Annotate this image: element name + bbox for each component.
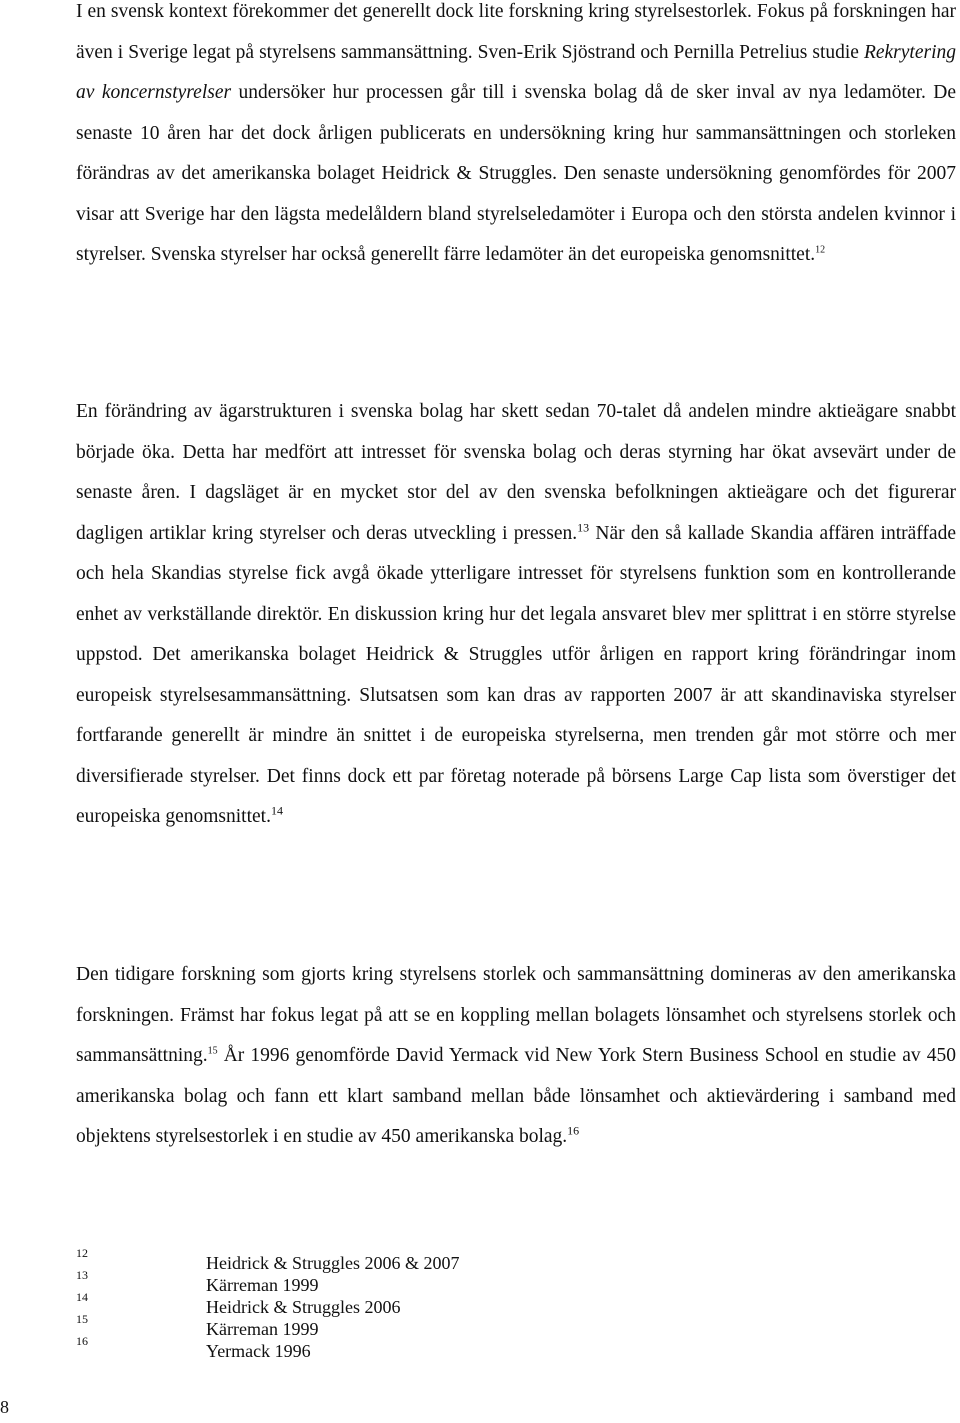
footnote-separator: [76, 1228, 276, 1229]
footnote-number: 12: [76, 1246, 88, 1260]
footnote-reference: 14: [270, 803, 283, 818]
paragraph-text: En förändring av ägarstrukturen i svenska bolag har skett sedan 70-talet då andelen mindre aktieägare snabbt började öka. Detta har medfört att intresset för svenska bolag och deras styrning har ökat avsevärt under de senaste åren. I dagsläget är en mycket stor del av den svenska befolkningen aktieägare och det figurerar dagligen artiklar kring styrelser och deras utveckling i pressen.: [76, 401, 956, 544]
paragraph-text: År 1996 genomförde David Yermack vid New York Stern Business School en studie av 450 amerikanska bolag och fann ett klart samband mellan både lönsamhet och aktievärdering i samband med objektens styrelsestorlek i en studie av 450 amerikanska bolag.: [76, 1045, 956, 1147]
footnote-text: Kärreman 1999: [206, 1275, 319, 1295]
paragraph-styrelse-forskning-sverige: [76, 0, 956, 276]
footnote-15: [76, 1312, 496, 1339]
footnote-reference: 16: [567, 1123, 580, 1138]
footnote-number: 13: [76, 1268, 88, 1282]
footnote-text: Heidrick & Struggles 2006: [206, 1297, 401, 1317]
footnote-reference: 12: [815, 244, 826, 256]
footnote-number: 15: [76, 1312, 88, 1326]
footnote-number: 14: [76, 1290, 88, 1304]
page-number: 8: [0, 1397, 9, 1417]
footnote-text: Kärreman 1999: [206, 1319, 319, 1339]
paragraph-text: I en svensk kontext förekommer det generellt dock lite forskning kring styrelsestorlek. Fokus på forskningen har även i Sverige legat på styrelsens sammansättning. Sven-Erik Sjöstrand och Pernilla Petrelius studie: [76, 1, 956, 63]
footnote-reference: 15: [207, 1045, 218, 1057]
italic-title: Rekrytering av koncernstyrelser: [76, 41, 956, 103]
footnote-text: Heidrick & Struggles 2006 & 2007: [206, 1253, 460, 1273]
footnote-reference: 13: [577, 520, 590, 534]
footnote-16: [76, 1334, 496, 1361]
paragraph-text: När den så kallade Skandia affären inträffade och hela Skandias styrelse fick avgå ökade ytterligare intresset för styrelsens funktion som en kontrollerande enhet av verkställande direktör. En diskussion kring hur det legala ansvaret blev mer splittrat i en större styrelse uppstod. Det amerikanska bolaget Heidrick & Struggles utför årligen en rapport kring förändringar inom europeisk styrelsesammansättning. Slutsatsen som kan dras av rapporten 2007 är att skandinaviska styrelser fortfarande generellt är mindre än snittet i de europeiska styrelserna, men trenden går mot större och mer diversifierade styrelser. Det finns dock ett par företag noterade på börsens Large Cap lista som överstiger det europeiska genomsnittet.: [76, 522, 956, 827]
paragraph-text: Den tidigare forskning som gjorts kring styrelsens storlek och sammansättning domineras av den amerikanska forskningen. Främst har fokus legat på att se en koppling mellan bolagets lönsamhet och styrelsens storlek och sammansättning.: [76, 964, 956, 1066]
footnote-13: [76, 1268, 496, 1295]
footnote-14: [76, 1290, 496, 1317]
paragraph-tidigare-forskning: [76, 955, 956, 1158]
footnote-text: Yermack 1996: [206, 1341, 311, 1361]
footnote-number: 16: [76, 1334, 88, 1348]
paragraph-agarstruktur-forandring: [76, 392, 956, 838]
paragraph-text: undersöker hur processen går till i svenska bolag då de sker inval av nya ledamöter. De senaste 10 åren har det dock årligen publicerats en undersökning kring hur sammansättningen och storleken förändras av det amerikanska bolaget Heidrick & Struggles. Den senaste undersökning genomfördes för 2007 visar att Sverige har den lägsta medelåldern bland styrelseledamöter i Europa och den största andelen kvinnor i styrelser. Svenska styrelser har också generellt färre ledamöter än det europeiska genomsnittet.: [76, 82, 956, 265]
footnote-12: [76, 1246, 496, 1273]
